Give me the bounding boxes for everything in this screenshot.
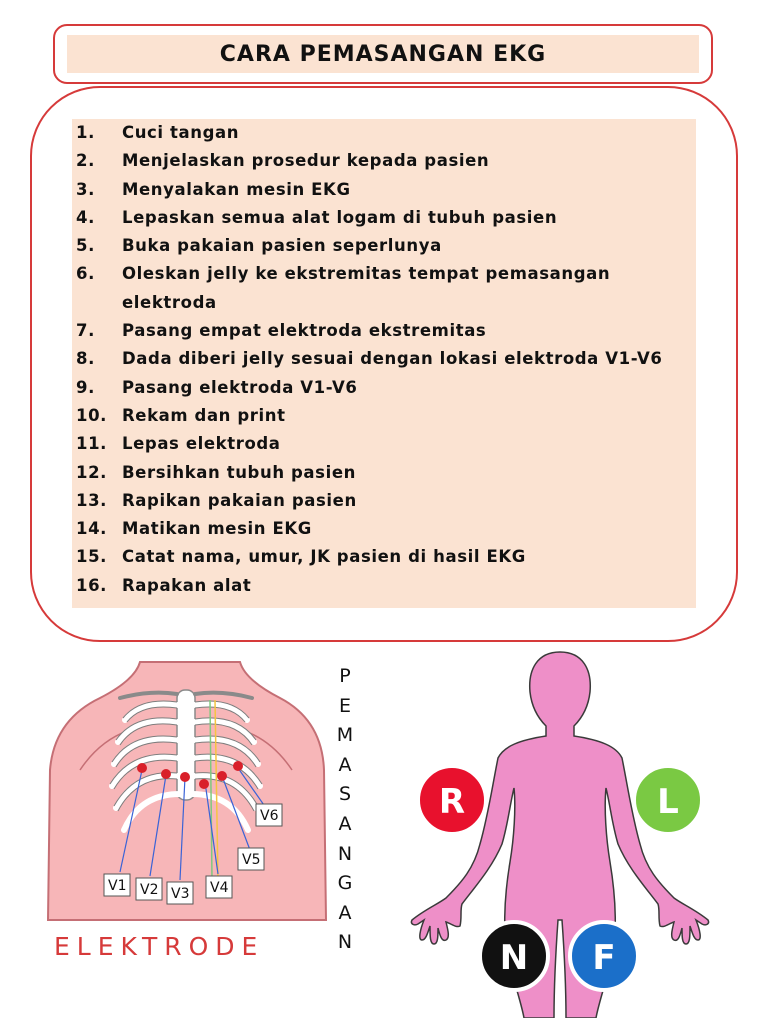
step-text: Bersihkan tubuh pasien: [122, 462, 356, 482]
step-text: Oleskan jelly ke ekstremitas tempat pemasangan elektroda: [122, 264, 611, 312]
page-title: CARA PEMASANGAN EKG: [67, 35, 699, 73]
list-item: [76, 487, 696, 515]
step-number: 7.: [76, 321, 95, 341]
elektrode-caption: ELEKTRODE: [54, 932, 265, 961]
steps-panel: [30, 86, 738, 642]
step-text: Menjelaskan prosedur kepada pasien: [122, 151, 490, 171]
step-number: 13.: [76, 490, 108, 510]
list-item: [76, 374, 696, 402]
electrode-r-label: R: [438, 782, 466, 822]
vertical-letter: S: [338, 783, 352, 806]
list-item: [76, 119, 696, 147]
list-item: [76, 402, 696, 430]
step-text: Pasang elektroda V1-V6: [122, 377, 358, 397]
step-number: 11.: [76, 434, 108, 454]
vertical-letter: N: [337, 931, 353, 954]
steps-list: [72, 119, 696, 600]
limb-electrode-illustration: [400, 648, 720, 1018]
step-text: Menyalakan mesin EKG: [122, 179, 351, 199]
step-number: 14.: [76, 519, 108, 539]
step-text: Catat nama, umur, JK pasien di hasil EKG: [122, 547, 526, 567]
chest-electrode-illustration: [40, 650, 330, 925]
electrode-f-label: F: [592, 938, 616, 978]
list-item: [76, 204, 696, 232]
vertical-letter: A: [338, 901, 352, 924]
list-item: [76, 543, 696, 571]
vertical-letter: A: [338, 753, 352, 776]
electrode-l-label: L: [657, 782, 679, 822]
vertical-letter: M: [336, 724, 354, 747]
list-item: [76, 459, 696, 487]
step-number: 9.: [76, 377, 95, 397]
list-item: [76, 176, 696, 204]
list-item: [76, 317, 696, 345]
step-text: Lepaskan semua alat logam di tubuh pasien: [122, 207, 558, 227]
vertical-letter: G: [337, 872, 353, 895]
step-number: 1.: [76, 123, 95, 142]
vertical-letter: P: [339, 665, 351, 687]
step-text: Dada diberi jelly sesuai dengan lokasi elektroda V1-V6: [122, 349, 663, 369]
step-number: 8.: [76, 349, 95, 369]
step-number: 5.: [76, 236, 95, 256]
step-text: Rekam dan print: [122, 405, 286, 425]
steps-list-background: [72, 119, 696, 608]
list-item: [76, 260, 696, 317]
list-item: [76, 147, 696, 175]
lead-label-v5: V5: [242, 852, 261, 868]
lead-label-v6: V6: [260, 808, 279, 824]
step-number: 2.: [76, 151, 95, 171]
lead-label-v4: V4: [210, 880, 229, 896]
list-item: [76, 345, 696, 373]
lead-label-v3: V3: [171, 886, 190, 902]
step-number: 4.: [76, 207, 95, 227]
electrode-n-label: N: [499, 938, 529, 978]
step-text: Pasang empat elektroda ekstremitas: [122, 321, 487, 341]
list-item: [76, 572, 696, 600]
step-number: 3.: [76, 179, 95, 199]
step-text: Rapakan alat: [122, 575, 252, 595]
title-box: [53, 24, 713, 84]
step-number: 6.: [76, 264, 95, 284]
step-number: 15.: [76, 547, 108, 567]
vertical-letter: N: [337, 842, 353, 865]
step-text: Lepas elektroda: [122, 434, 281, 454]
vertical-letter: E: [338, 694, 351, 717]
step-number: 10.: [76, 405, 108, 425]
step-number: 16.: [76, 575, 108, 595]
step-text: Buka pakaian pasien seperlunya: [122, 236, 442, 256]
vertical-letter: A: [338, 812, 352, 835]
step-text: Matikan mesin EKG: [122, 519, 312, 539]
vertical-pemasangan-text: [330, 662, 360, 958]
step-text: Rapikan pakaian pasien: [122, 490, 357, 510]
list-item: [76, 232, 696, 260]
step-text: Cuci tangan: [122, 123, 240, 142]
list-item: [76, 430, 696, 458]
list-item: [76, 515, 696, 543]
lead-label-v2: V2: [140, 882, 159, 898]
sternum: [177, 690, 195, 800]
lead-label-v1: V1: [108, 878, 127, 894]
step-number: 12.: [76, 462, 108, 482]
